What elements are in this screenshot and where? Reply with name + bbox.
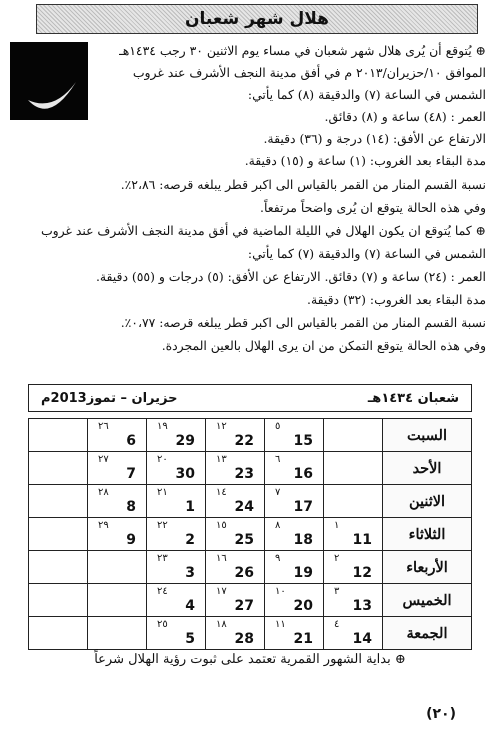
hijri-day-number: ١٨ bbox=[216, 619, 227, 630]
gregorian-day-number: 25 bbox=[234, 532, 254, 548]
calendar-cell bbox=[88, 518, 147, 551]
gregorian-day-number: 19 bbox=[293, 565, 313, 581]
text-line: وفي هذه الحالة يتوقع التمكن من ان يرى الهلال بالعين المجردة. bbox=[161, 338, 486, 353]
gregorian-day-number: 14 bbox=[352, 631, 372, 647]
calendar-cell bbox=[29, 584, 88, 617]
calendar-cell bbox=[206, 617, 265, 650]
gregorian-day-number: 27 bbox=[234, 598, 254, 614]
calendar-cell bbox=[265, 419, 324, 452]
weekday-label: الجمعة bbox=[383, 617, 472, 650]
calendar-cell bbox=[324, 485, 383, 518]
calendar-cell bbox=[206, 452, 265, 485]
calendar-row bbox=[29, 617, 472, 650]
hijri-day-number: ١٤ bbox=[216, 487, 227, 498]
calendar-cell bbox=[206, 485, 265, 518]
text-line: الشمس في الساعة (٧) والدقيقة (٧) كما يأتي: bbox=[247, 246, 486, 261]
hijri-day-number: ٢٣ bbox=[157, 553, 168, 564]
gregorian-day-number: 24 bbox=[234, 499, 254, 515]
gregorian-day-number: 17 bbox=[293, 499, 313, 515]
gregorian-day-number: 7 bbox=[126, 466, 136, 482]
gregorian-day-number: 23 bbox=[234, 466, 254, 482]
calendar-cell bbox=[206, 551, 265, 584]
calendar-cell bbox=[147, 617, 206, 650]
calendar-cell bbox=[147, 419, 206, 452]
calendar-cell bbox=[324, 551, 383, 584]
gregorian-day-number: 6 bbox=[126, 433, 136, 449]
calendar-cell bbox=[324, 452, 383, 485]
gregorian-months-label: حزيران – تموز2013م bbox=[41, 390, 178, 406]
calendar-row bbox=[29, 485, 472, 518]
gregorian-day-number: 15 bbox=[293, 433, 313, 449]
text-line: وفي هذه الحالة يتوقع ان يُرى واضحاً مرتفعاً. bbox=[260, 200, 486, 215]
hijri-day-number: ٢٤ bbox=[157, 586, 168, 597]
hijri-day-number: ٢٧ bbox=[98, 454, 109, 465]
text-line: ⊕ كما يُتوقع ان يكون الهلال في الليلة الماضية في أفق مدينة النجف الأشرف عند غروب bbox=[40, 223, 486, 238]
calendar-cell bbox=[265, 584, 324, 617]
calendar-cell bbox=[29, 485, 88, 518]
text-line: نسبة القسم المنار من القمر بالقياس الى اكبر قطر يبلغه قرصه: ٢،٨٦٪. bbox=[120, 177, 486, 192]
calendar-cell bbox=[265, 617, 324, 650]
gregorian-day-number: 11 bbox=[352, 532, 372, 548]
hijri-day-number: ١٢ bbox=[216, 421, 227, 432]
calendar-cell bbox=[324, 584, 383, 617]
calendar-cell bbox=[147, 518, 206, 551]
calendar-cell bbox=[324, 518, 383, 551]
calendar-cell bbox=[88, 584, 147, 617]
hijri-day-number: ١٦ bbox=[216, 553, 227, 564]
gregorian-day-number: 5 bbox=[185, 631, 195, 647]
text-line: مدة البقاء بعد الغروب: (١) ساعة و (١٥) دقيقة. bbox=[244, 153, 486, 168]
hijri-day-number: ٥ bbox=[275, 421, 281, 432]
calendar-cell bbox=[265, 485, 324, 518]
hijri-day-number: ٢ bbox=[334, 553, 340, 564]
gregorian-day-number: 2 bbox=[185, 532, 195, 548]
gregorian-day-number: 13 bbox=[352, 598, 372, 614]
calendar-cell bbox=[147, 452, 206, 485]
calendar-cell bbox=[29, 419, 88, 452]
calendar-cell bbox=[88, 617, 147, 650]
calendar-row bbox=[29, 518, 472, 551]
hijri-day-number: ٢٢ bbox=[157, 520, 168, 531]
hijri-day-number: ٢٠ bbox=[157, 454, 168, 465]
hijri-day-number: ٢١ bbox=[157, 487, 168, 498]
calendar-cell bbox=[147, 584, 206, 617]
gregorian-day-number: 28 bbox=[234, 631, 254, 647]
gregorian-day-number: 4 bbox=[185, 598, 195, 614]
text-line: العمر : (٤٨) ساعة و (٨) دقائق. bbox=[324, 109, 486, 124]
calendar-cell bbox=[29, 617, 88, 650]
hijri-day-number: ٦ bbox=[275, 454, 281, 465]
hijri-day-number: ١٩ bbox=[157, 421, 168, 432]
hijri-month-label: شعبان ١٤٣٤هـ bbox=[367, 390, 459, 406]
calendar-cell bbox=[265, 551, 324, 584]
page-title: هلال شهر شعبان bbox=[185, 9, 329, 29]
calendar-cell bbox=[324, 617, 383, 650]
hijri-day-number: ٢٩ bbox=[98, 520, 109, 531]
text-line: الارتفاع عن الأفق: (١٤) درجة و (٣٦) دقيقة. bbox=[263, 131, 486, 146]
gregorian-day-number: 9 bbox=[126, 532, 136, 548]
calendar-table bbox=[28, 418, 472, 650]
hijri-day-number: ٣ bbox=[334, 586, 340, 597]
calendar-cell bbox=[29, 551, 88, 584]
weekday-label: الاثنين bbox=[383, 485, 472, 518]
calendar-cell bbox=[88, 551, 147, 584]
text-line: العمر : (٢٤) ساعة و (٧) دقائق. الارتفاع عن الأفق: (٥) درجات و (٥٥) دقيقة. bbox=[95, 269, 486, 284]
calendar-cell bbox=[29, 518, 88, 551]
hijri-day-number: ٤ bbox=[334, 619, 340, 630]
calendar-cell bbox=[29, 452, 88, 485]
gregorian-day-number: 12 bbox=[352, 565, 372, 581]
text-line: نسبة القسم المنار من القمر بالقياس الى اكبر قطر يبلغه قرصه: ٠،٧٧٪. bbox=[120, 315, 486, 330]
weekday-label: الأربعاء bbox=[383, 551, 472, 584]
weekday-label: الثلاثاء bbox=[383, 518, 472, 551]
hijri-day-number: ٢٦ bbox=[98, 421, 109, 432]
hijri-day-number: ٢٥ bbox=[157, 619, 168, 630]
calendar-cell bbox=[206, 518, 265, 551]
hijri-day-number: ٢٨ bbox=[98, 487, 109, 498]
weekday-label: الخميس bbox=[383, 584, 472, 617]
hijri-day-number: ٩ bbox=[275, 553, 281, 564]
gregorian-day-number: 1 bbox=[185, 499, 195, 515]
hijri-day-number: ٧ bbox=[275, 487, 281, 498]
text-line: مدة البقاء بعد الغروب: (٣٢) دقيقة. bbox=[307, 292, 486, 307]
calendar-row bbox=[29, 584, 472, 617]
calendar-row bbox=[29, 452, 472, 485]
calendar-cell bbox=[265, 518, 324, 551]
gregorian-day-number: 26 bbox=[234, 565, 254, 581]
hijri-day-number: ١١ bbox=[275, 619, 286, 630]
hijri-day-number: ١٠ bbox=[275, 586, 286, 597]
calendar-cell bbox=[88, 419, 147, 452]
gregorian-day-number: 18 bbox=[293, 532, 313, 548]
calendar-cell bbox=[147, 485, 206, 518]
calendar-cell bbox=[88, 452, 147, 485]
text-line: ⊕ يُتوقع أن يُرى هلال شهر شعبان في مساء يوم الاثنين ٣٠ رجب ١٤٣٤هـ bbox=[119, 43, 486, 58]
calendar-header bbox=[28, 384, 472, 412]
hijri-day-number: ١ bbox=[334, 520, 340, 531]
footnote: ⊕ بداية الشهور القمرية تعتمد على ثبوت رؤية الهلال شرعاً bbox=[94, 652, 406, 667]
gregorian-day-number: 29 bbox=[175, 433, 195, 449]
gregorian-day-number: 30 bbox=[175, 466, 195, 482]
hijri-day-number: ١٥ bbox=[216, 520, 227, 531]
page-title-bar bbox=[36, 4, 478, 34]
gregorian-day-number: 22 bbox=[234, 433, 254, 449]
hijri-day-number: ١٧ bbox=[216, 586, 227, 597]
hijri-day-number: ٨ bbox=[275, 520, 281, 531]
gregorian-day-number: 8 bbox=[126, 499, 136, 515]
calendar-cell bbox=[206, 419, 265, 452]
calendar-cell bbox=[265, 452, 324, 485]
calendar-cell bbox=[324, 419, 383, 452]
text-line: الشمس في الساعة (٧) والدقيقة (٨) كما يأتي: bbox=[247, 87, 486, 102]
gregorian-day-number: 16 bbox=[293, 466, 313, 482]
weekday-label: الأحد bbox=[383, 452, 472, 485]
gregorian-day-number: 3 bbox=[185, 565, 195, 581]
calendar-row bbox=[29, 551, 472, 584]
calendar-row bbox=[29, 419, 472, 452]
calendar-cell bbox=[206, 584, 265, 617]
calendar-cell bbox=[147, 551, 206, 584]
hijri-day-number: ١٣ bbox=[216, 454, 227, 465]
weekday-label: السبت bbox=[383, 419, 472, 452]
calendar-cell bbox=[88, 485, 147, 518]
page-number: (٢٠) bbox=[426, 706, 456, 722]
gregorian-day-number: 20 bbox=[293, 598, 313, 614]
text-line: الموافق ١٠/حزيران/٢٠١٣ م في أفق مدينة النجف الأشرف عند غروب bbox=[132, 65, 486, 80]
gregorian-day-number: 21 bbox=[293, 631, 313, 647]
